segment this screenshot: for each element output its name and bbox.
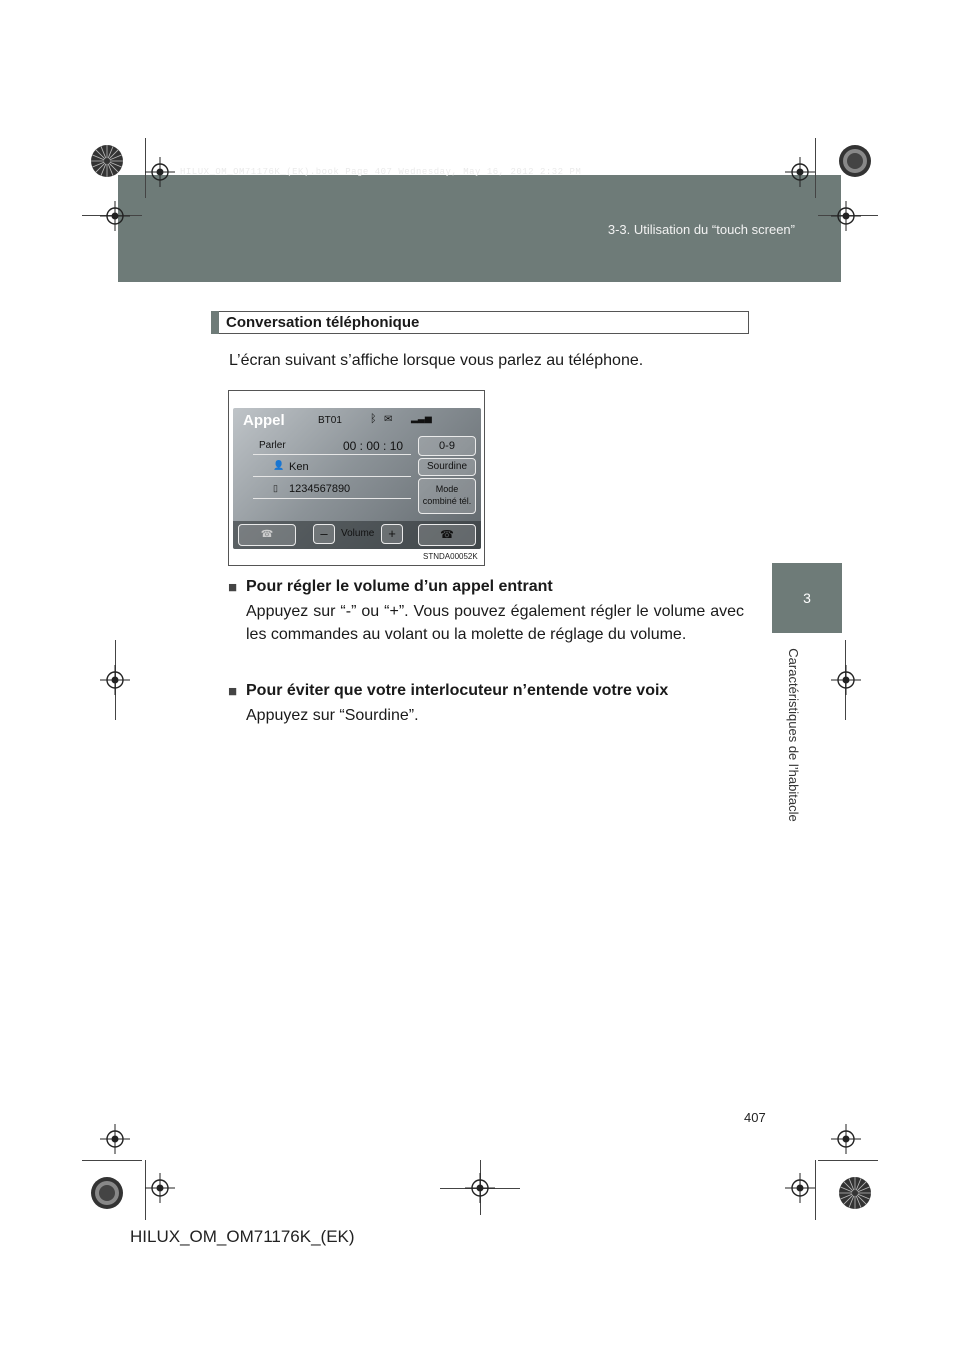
registration-mark-icon xyxy=(785,157,815,187)
registration-mark-icon xyxy=(465,1173,495,1203)
chapter-label: Caractéristiques de l’habitacle xyxy=(786,648,801,822)
calibration-disc-icon xyxy=(838,144,872,178)
bullet-square-icon: ■ xyxy=(228,579,238,596)
hangup-phone-icon: ☎ xyxy=(418,524,476,546)
row-divider xyxy=(253,498,411,499)
registration-mark-icon xyxy=(145,157,175,187)
section-title: Conversation téléphonique xyxy=(226,314,420,331)
item-heading: Pour régler le volume d’un appel entrant xyxy=(246,578,553,595)
calibration-disc-icon xyxy=(90,144,124,178)
volume-plus-button: + xyxy=(381,524,403,544)
intro-text: L’écran suivant s’affiche lorsque vous parlez au téléphone. xyxy=(229,352,644,369)
contact-name: Ken xyxy=(289,461,309,473)
phone-number: 1234567890 xyxy=(289,483,351,495)
chapter-number: 3 xyxy=(803,590,811,606)
figure-id: STNDA00052K xyxy=(423,552,478,561)
item-heading: Pour éviter que votre interlocuteur n’entende votre voix xyxy=(246,682,669,699)
registration-mark-icon xyxy=(831,1124,861,1154)
calibration-disc-icon xyxy=(90,1176,124,1210)
mute-button: Sourdine xyxy=(418,458,476,476)
registration-mark-icon xyxy=(145,1173,175,1203)
section-header: 3-3. Utilisation du “touch screen” xyxy=(607,222,795,237)
volume-label: Volume xyxy=(341,528,375,539)
person-icon: 👤 xyxy=(273,460,285,470)
footer-code: HILUX_OM_OM71176K_(EK) xyxy=(130,1227,355,1246)
calibration-disc-icon xyxy=(838,1176,872,1210)
crop-line xyxy=(818,1160,878,1161)
keypad-button: 0-9 xyxy=(418,436,476,456)
volume-minus-button: – xyxy=(313,524,335,544)
bluetooth-icon: ᛒ xyxy=(370,413,377,425)
call-timer: 00 : 00 : 10 xyxy=(343,439,404,453)
registration-mark-icon xyxy=(785,1173,815,1203)
row-divider xyxy=(253,454,411,455)
item-text: Appuyez sur “Sourdine”. xyxy=(246,707,419,724)
call-screen xyxy=(233,408,481,549)
call-status: Parler xyxy=(259,440,286,451)
crop-line xyxy=(815,138,816,198)
registration-mark-icon xyxy=(831,201,861,231)
signal-strength-icon: ▂▃▅ xyxy=(411,413,432,423)
book-info-text: HILUX_OM_OM71176K_(EK).book Page 407 Wednesday, May 16, 2012 2:32 PM xyxy=(180,167,582,177)
item-text: Appuyez sur “-” ou “+”. Vous pouvez également régler le volume avec les commandes au volant ou la molette de réglage du volume. xyxy=(246,603,744,643)
screen-title: Appel xyxy=(243,412,285,429)
section-title-bar xyxy=(211,311,219,334)
handset-mode-button: Mode combiné tél. xyxy=(418,478,476,514)
registration-mark-icon xyxy=(831,665,861,695)
message-icon: ✉ xyxy=(384,414,393,425)
crop-line xyxy=(82,1160,142,1161)
registration-mark-icon xyxy=(100,201,130,231)
bullet-square-icon: ■ xyxy=(228,683,238,700)
registration-mark-icon xyxy=(100,1124,130,1154)
mobile-phone-icon: ▯ xyxy=(273,483,278,493)
page-number: 407 xyxy=(744,1110,766,1125)
pickup-phone-icon: ☎ xyxy=(238,524,296,546)
screen-device-name: BT01 xyxy=(318,415,342,426)
registration-mark-icon xyxy=(100,665,130,695)
row-divider xyxy=(253,476,411,477)
crop-line xyxy=(815,1160,816,1220)
